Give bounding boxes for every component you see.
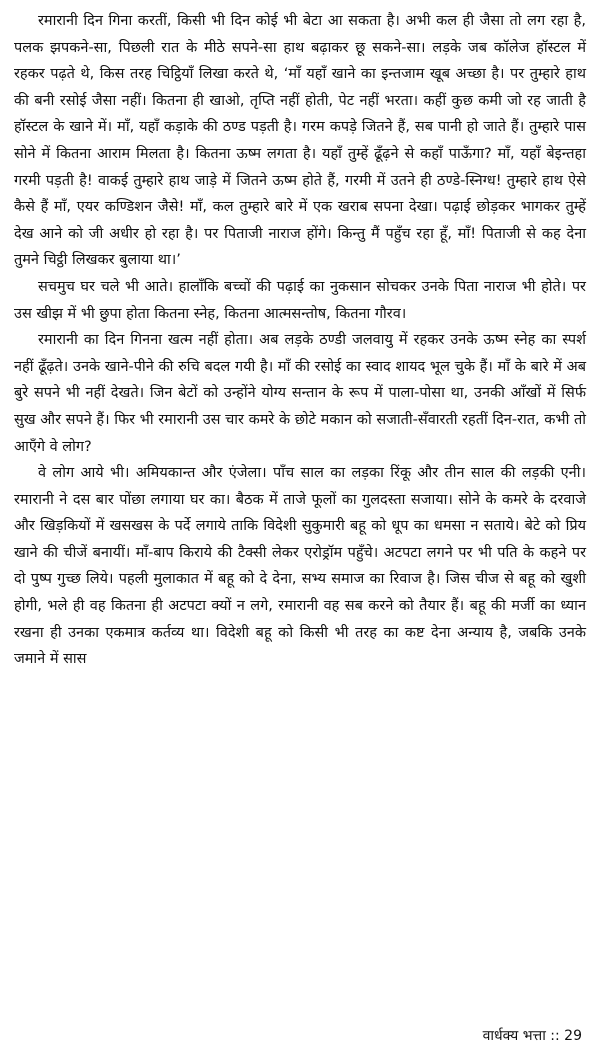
paragraph: रमारानी दिन गिना करतीं, किसी भी दिन कोई भी बेटा आ सकता है। अभी कल ही जैसा तो लग रहा है, पलक झपकने-सा, पिछली रात के मीठे सपने-सा हाथ बढ़ाकर छू सकने-सा। लड़के जब कॉलेज हॉस्टल में रहकर पढ़ते थे, किस तरह चिट्ठियाँ लिखा करते थे, ‘माँ यहाँ खाने का इन्तजाम खूब अच्छा है। पर तुम्हारे हाथ की बनी रसोई जैसा नहीं। कितना ही खाओ, तृप्ति नहीं होती, पेट नहीं भरता। कहीं कुछ कमी जो रह जाती है हॉस्टल के खाने में। माँ, यहाँ कड़ाके की ठण्ड पड़ती है। गरम कपड़े जितने हैं, सब पानी हो जाते हैं। तुम्हारे पास सोने में कितना आराम मिलता है। कितना ऊष्म लगता है। यहाँ तुम्हें ढूँढ़ने से कहाँ पाऊँगा? माँ, यहाँ बेइन्तहा गरमी पड़ती है! वाकई तुम्हारे हाथ जाड़े में जितने ऊष्म होते हैं, गरमी में उतने ही ठण्डे-स्निग्ध! तुम्हारे हाथ ऐसे कैसे हैं माँ, एयर कण्डिशन जैसे! माँ, कल तुम्हारे बारे में एक खराब सपना देखा। पढ़ाई छोड़कर भागकर तुम्हें देख आने को जी अधीर हो रहा है। पर पिताजी नाराज होंगे। किन्तु मैं पहुँच रहा हूँ, माँ! पिताजी से कह देना तुमने चिट्ठी लिखकर बुलाया था।’ — [14, 13, 586, 269]
paragraph: रमारानी का दिन गिनना खत्म नहीं होता। अब लड़के ठण्डी जलवायु में रहकर उनके ऊष्म स्नेह का स्पर्श नहीं ढूँढ़ते। उनके खाने-पीने की रुचि बदल गयी है। माँ की रसोई का स्वाद शायद भूल चुके हैं। माँ के बारे में अब बुरे सपने भी नहीं देखते। जिन बेटों को उन्होंने योग्य सन्तान के रूप में पाला-पोसा था, उनकी आँखों में सिर्फ सुख और सपने हैं। फिर भी रमारानी उस चार कमरे के छोटे मकान को सजाती-सँवारती रहतीं दिन-रात, कभी तो आएँगे वे लोग? — [14, 332, 586, 455]
body-text — [14, 8, 586, 673]
paragraph: सचमुच घर चले भी आते। हालाँकि बच्चों की पढ़ाई का नुकसान सोचकर उनके पिता नाराज भी होते। पर उस खीझ में भी छुपा होता कितना स्नेह, कितना आत्मसन्तोष, कितना गौरव। — [14, 278, 586, 322]
page-footer: वार्धक्य भत्ता :: 29 — [482, 1028, 582, 1044]
paragraph: वे लोग आये भी। अमियकान्त और एंजेला। पाँच साल का लड़का रिंकू और तीन साल की लड़की एनी। रमारानी ने दस बार पोंछा लगाया घर का। बैठक में ताजे फूलों का गुलदस्ता सजाया। सोने के कमरे के दरवाजे और खिड़कियों में खसखस के पर्दे लगाये ताकि विदेशी सुकुमारी बहू को धूप का धमसा न सताये। बेटे को प्रिय खाने की चीजें बनायीं। माँ-बाप किराये की टैक्सी लेकर एरोड्रॉम पहुँचे। अटपटा लगने पर भी पति के कहने पर दो पुष्प गुच्छ लिये। पहली मुलाकात में बहू को दे देना, सभ्य समाज का रिवाज है। जिस चीज से बहू को खुशी होगी, भले ही वह कितना ही अटपटा क्यों न लगे, रमारानी वह सब करने को तैयार हैं। बहू की मर्जी का ध्यान रखना ही उनका एकमात्र कर्तव्य था। विदेशी बहू को किसी भी तरह का कष्ट देना अन्याय है, जबकि उनके जमाने में सास — [14, 465, 586, 668]
